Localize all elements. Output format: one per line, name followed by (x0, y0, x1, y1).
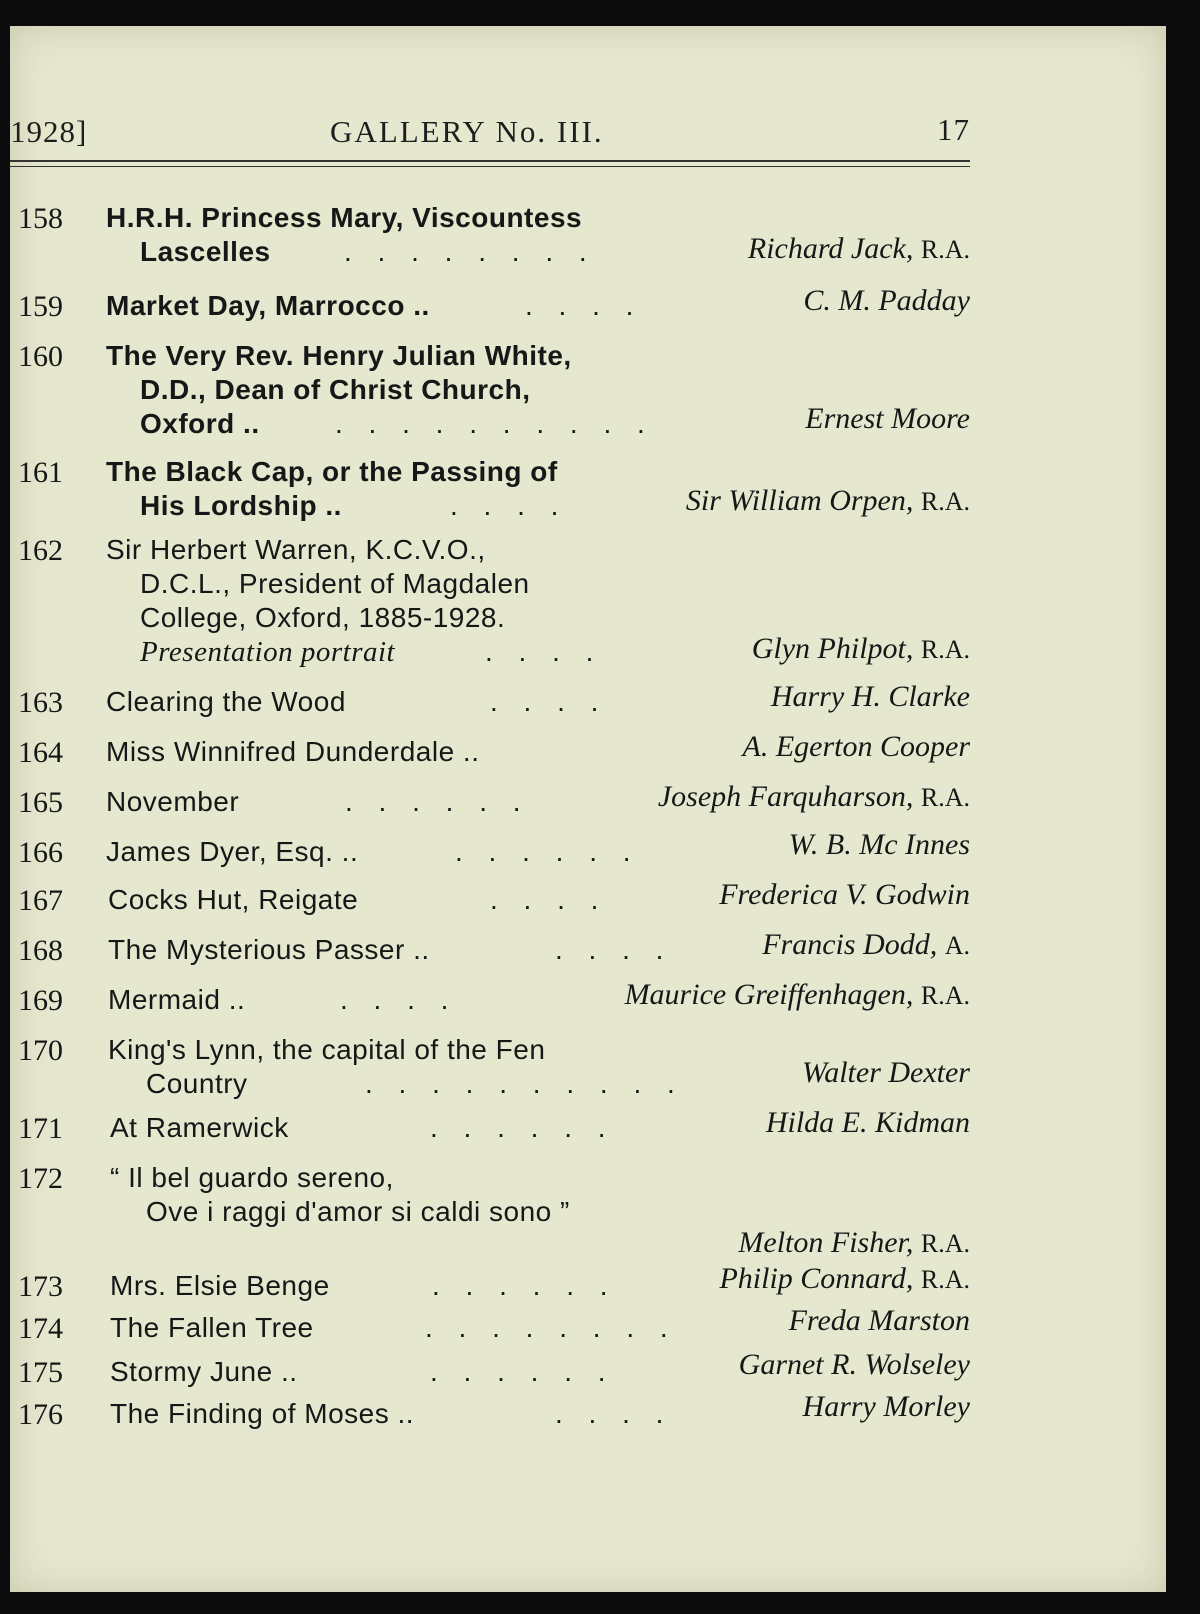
leader-dots: . . . . (555, 934, 673, 965)
entry-title-line: His Lordship .. (140, 490, 342, 521)
artist-credit (625, 978, 970, 1012)
entry-title-line: Market Day, Marrocco .. (106, 290, 430, 321)
entry-title-line: The Very Rev. Henry Julian White, (106, 340, 572, 371)
artist-name: Walter Dexter (801, 1056, 970, 1089)
entry-number: 161 (18, 456, 63, 489)
entry-number: 175 (18, 1356, 63, 1389)
entry-number: 174 (18, 1312, 63, 1345)
entry-number: 172 (18, 1162, 63, 1195)
entry-title-line: The Black Cap, or the Passing of (106, 456, 558, 487)
entry-number: 163 (18, 686, 63, 719)
entry-number: 170 (18, 1034, 63, 1067)
entry-title-line: Lascelles (140, 236, 271, 267)
entry-number: 167 (18, 884, 63, 917)
entry-number: 173 (18, 1270, 63, 1303)
entry-number: 168 (18, 934, 63, 967)
artist-name: Philip Connard, (719, 1262, 914, 1295)
entry-title-line: Oxford .. (140, 408, 260, 439)
entry-title-line: D.D., Dean of Christ Church, (140, 374, 531, 405)
artist-suffix: R.A. (920, 1265, 970, 1294)
artist-suffix: R.A. (920, 1229, 970, 1258)
entry-title-line: Miss Winnifred Dunderdale .. (106, 736, 480, 767)
entry-title-line: Cocks Hut, Reigate (108, 884, 359, 915)
artist-credit (762, 928, 970, 962)
artist-suffix: R.A. (920, 235, 970, 264)
entry-title-line: November (106, 786, 240, 817)
entry-number: 166 (18, 836, 63, 869)
entry-title-line: H.R.H. Princess Mary, Viscountess (106, 202, 583, 233)
entry-title-line: Ove i raggi d'amor si caldi sono ” (146, 1196, 570, 1227)
entry-title-line: Stormy June .. (110, 1356, 298, 1387)
artist-name: Hilda E. Kidman (765, 1106, 970, 1139)
artist-name: Richard Jack, (747, 232, 914, 265)
artist-credit (803, 284, 970, 318)
entry-number: 158 (18, 202, 63, 235)
artist-name: Glyn Philpot, (751, 632, 914, 665)
artist-name: Harry Morley (802, 1390, 970, 1423)
entry-title-line: Country (146, 1068, 248, 1099)
artist-name: Ernest Moore (805, 402, 970, 435)
artist-suffix: R.A. (920, 487, 970, 516)
header-rule (10, 160, 970, 162)
entry-title-line: Mrs. Elsie Benge (110, 1270, 330, 1301)
artist-credit (789, 1304, 970, 1338)
leader-dots: . . . . . . (430, 1112, 615, 1143)
leader-dots: . . . . . . . . . . (335, 408, 654, 439)
leader-dots: . . . . . . (432, 1270, 617, 1301)
leader-dots: . . . . (525, 290, 643, 321)
artist-credit (805, 402, 970, 436)
artist-credit (803, 1390, 970, 1424)
entry-number: 171 (18, 1112, 63, 1145)
leader-dots: . . . . (490, 884, 608, 915)
entry-title-line: At Ramerwick (110, 1112, 289, 1143)
leader-dots: . . . . (450, 490, 568, 521)
artist-suffix: A. (944, 931, 970, 960)
artist-name: Harry H. Clarke (770, 680, 970, 713)
entry-title-line: Clearing the Wood (106, 686, 346, 717)
entry-number: 176 (18, 1398, 63, 1431)
leader-dots: . . . . . . (455, 836, 640, 867)
leader-dots: . . . . . . . . (425, 1312, 677, 1343)
artist-credit (719, 1262, 970, 1296)
artist-credit (802, 1056, 970, 1090)
leader-dots: . . . . . . (345, 786, 530, 817)
artist-credit (739, 1348, 970, 1382)
entry-title-line: Sir Herbert Warren, K.C.V.O., (106, 534, 486, 565)
entry-number: 160 (18, 340, 63, 373)
leader-dots: . . . . . . . . (344, 236, 596, 267)
header-year: 1928] (10, 114, 88, 149)
artist-name: Melton Fisher, (738, 1226, 914, 1259)
artist-credit (719, 878, 970, 912)
leader-dots: . . . . . . . . . . (365, 1068, 684, 1099)
artist-credit (743, 730, 970, 764)
artist-name: W. B. Mc Innes (788, 828, 970, 861)
entry-title-line: The Fallen Tree (110, 1312, 314, 1343)
running-header (10, 90, 970, 149)
artist-name: Frederica V. Godwin (719, 878, 970, 911)
artist-name: Garnet R. Wolseley (738, 1348, 970, 1381)
leader-dots: . . . . (485, 636, 603, 667)
artist-credit (748, 232, 970, 266)
artist-suffix: R.A. (920, 783, 970, 812)
artist-suffix: R.A. (920, 981, 970, 1010)
entry-number: 169 (18, 984, 63, 1017)
artist-name: Francis Dodd, (762, 928, 938, 961)
artist-credit (738, 1226, 970, 1260)
entry-title-line: D.C.L., President of Magdalen (140, 568, 530, 599)
artist-suffix: R.A. (920, 635, 970, 664)
entry-title-line: The Mysterious Passer .. (108, 934, 430, 965)
entry-title-line: “ Il bel guardo sereno, (110, 1162, 394, 1193)
entry-number: 162 (18, 534, 63, 567)
entry-title-line: The Finding of Moses .. (110, 1398, 415, 1429)
artist-credit (766, 1106, 970, 1140)
artist-name: C. M. Padday (803, 284, 970, 317)
artist-name: A. Egerton Cooper (742, 730, 970, 763)
entry-title-line: Mermaid .. (108, 984, 246, 1015)
page-number: 17 (937, 112, 970, 147)
artist-credit (658, 780, 970, 814)
leader-dots: . . . . . . (430, 1356, 615, 1387)
entry-title-line: College, Oxford, 1885-1928. (140, 602, 506, 633)
artist-credit (686, 484, 970, 518)
artist-credit (771, 680, 970, 714)
entry-title-line: Presentation portrait (140, 636, 396, 668)
header-rule-thin (10, 166, 970, 167)
entry-number: 159 (18, 290, 63, 323)
entry-title-line: King's Lynn, the capital of the Fen (108, 1034, 546, 1065)
leader-dots: . . . . (340, 984, 458, 1015)
artist-name: Joseph Farquharson, (657, 780, 914, 813)
artist-name: Sir William Orpen, (685, 484, 914, 517)
artist-credit (789, 828, 970, 862)
artist-credit (752, 632, 970, 666)
artist-name: Freda Marston (788, 1304, 970, 1337)
entry-number: 164 (18, 736, 63, 769)
leader-dots: . . . . (490, 686, 608, 717)
entry-number: 165 (18, 786, 63, 819)
entry-title-line: James Dyer, Esq. .. (106, 836, 359, 867)
header-title: GALLERY No. III. (330, 114, 604, 149)
leader-dots: . . . . (555, 1398, 673, 1429)
artist-name: Maurice Greiffenhagen, (624, 978, 914, 1011)
